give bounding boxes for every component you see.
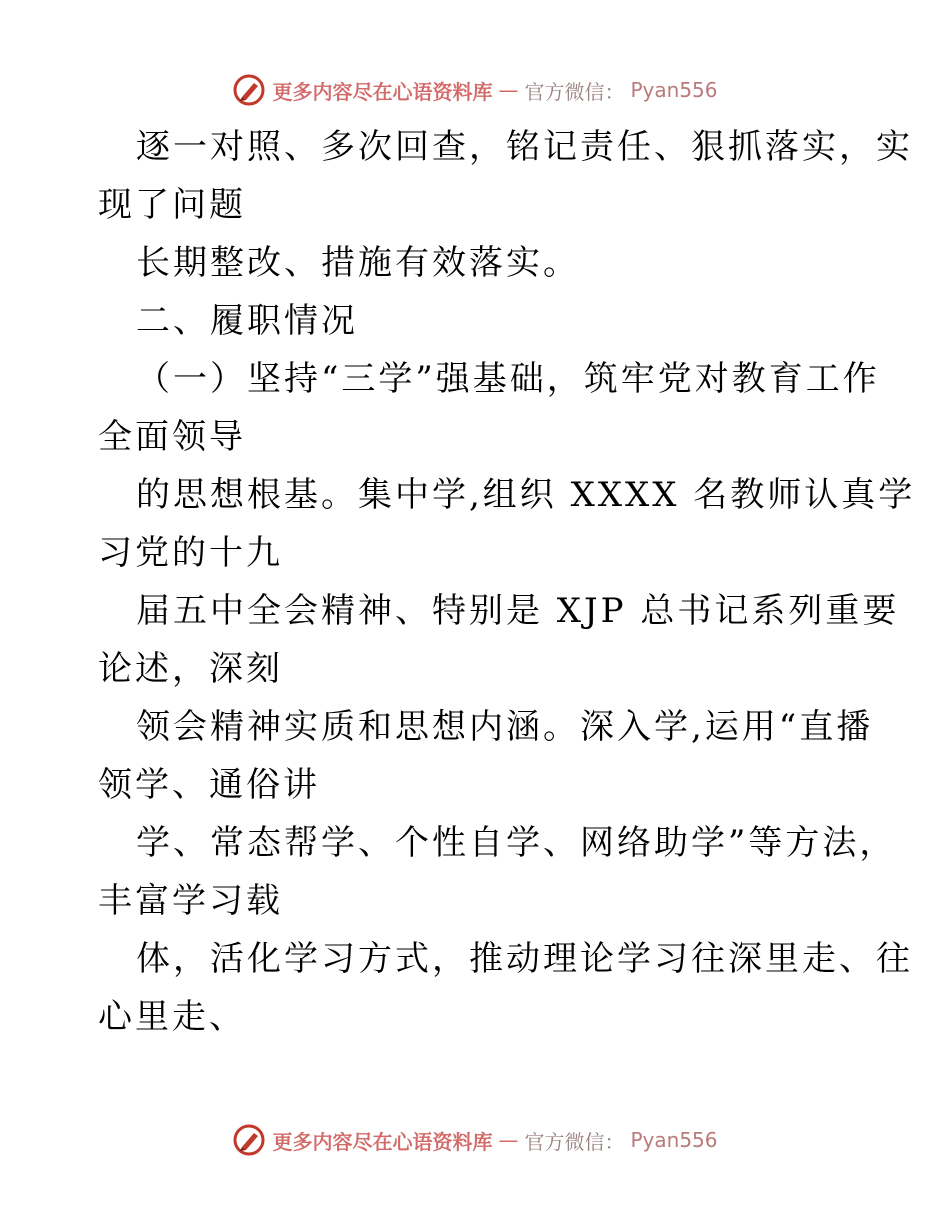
watermark-id: Pyan556	[630, 1128, 718, 1152]
body-text	[98, 118, 916, 1046]
text-line: 论述，深刻	[98, 649, 283, 689]
subsection-heading: （一）坚持“三学”强基础，筑牢党对教育工作	[136, 359, 880, 399]
section-heading: 二、履职情况	[136, 301, 358, 341]
text-line: 的思想根基。集中学,组织 XXXX 名教师认真学	[136, 475, 916, 515]
text-line: 全面领导	[98, 417, 246, 457]
watermark-dash: —	[498, 78, 519, 102]
pen-logo-icon	[232, 1123, 266, 1157]
text-line: 领学、通俗讲	[98, 765, 320, 805]
text-line: 学、常态帮学、个性自学、网络助学”等方法，	[136, 823, 897, 863]
text-line: 心里走、	[98, 997, 246, 1037]
watermark-label: 官方微信：	[524, 1129, 625, 1154]
header-watermark	[0, 70, 950, 110]
watermark-id: Pyan556	[630, 78, 718, 102]
pen-logo-icon	[232, 73, 266, 107]
text-line: 丰富学习载	[98, 881, 283, 921]
text-line: 领会精神实质和思想内涵。深入学,运用“直播	[136, 707, 874, 747]
text-line: 体，活化学习方式，推动理论学习往深里走、往	[136, 939, 913, 979]
footer-watermark	[0, 1120, 950, 1160]
text-line: 现了问题	[98, 185, 246, 225]
watermark-dash: —	[498, 1128, 519, 1152]
text-line: 届五中全会精神、特别是 XJP 总书记系列重要	[136, 591, 900, 631]
watermark-main-text: 更多内容尽在心语资料库	[272, 79, 493, 104]
watermark-label: 官方微信：	[524, 79, 625, 104]
watermark-main-text: 更多内容尽在心语资料库	[272, 1129, 493, 1154]
text-line: 逐一对照、多次回查，铭记责任、狠抓落实，实	[136, 127, 913, 167]
text-line: 习党的十九	[98, 533, 283, 573]
text-line: 长期整改、措施有效落实。	[136, 243, 580, 283]
